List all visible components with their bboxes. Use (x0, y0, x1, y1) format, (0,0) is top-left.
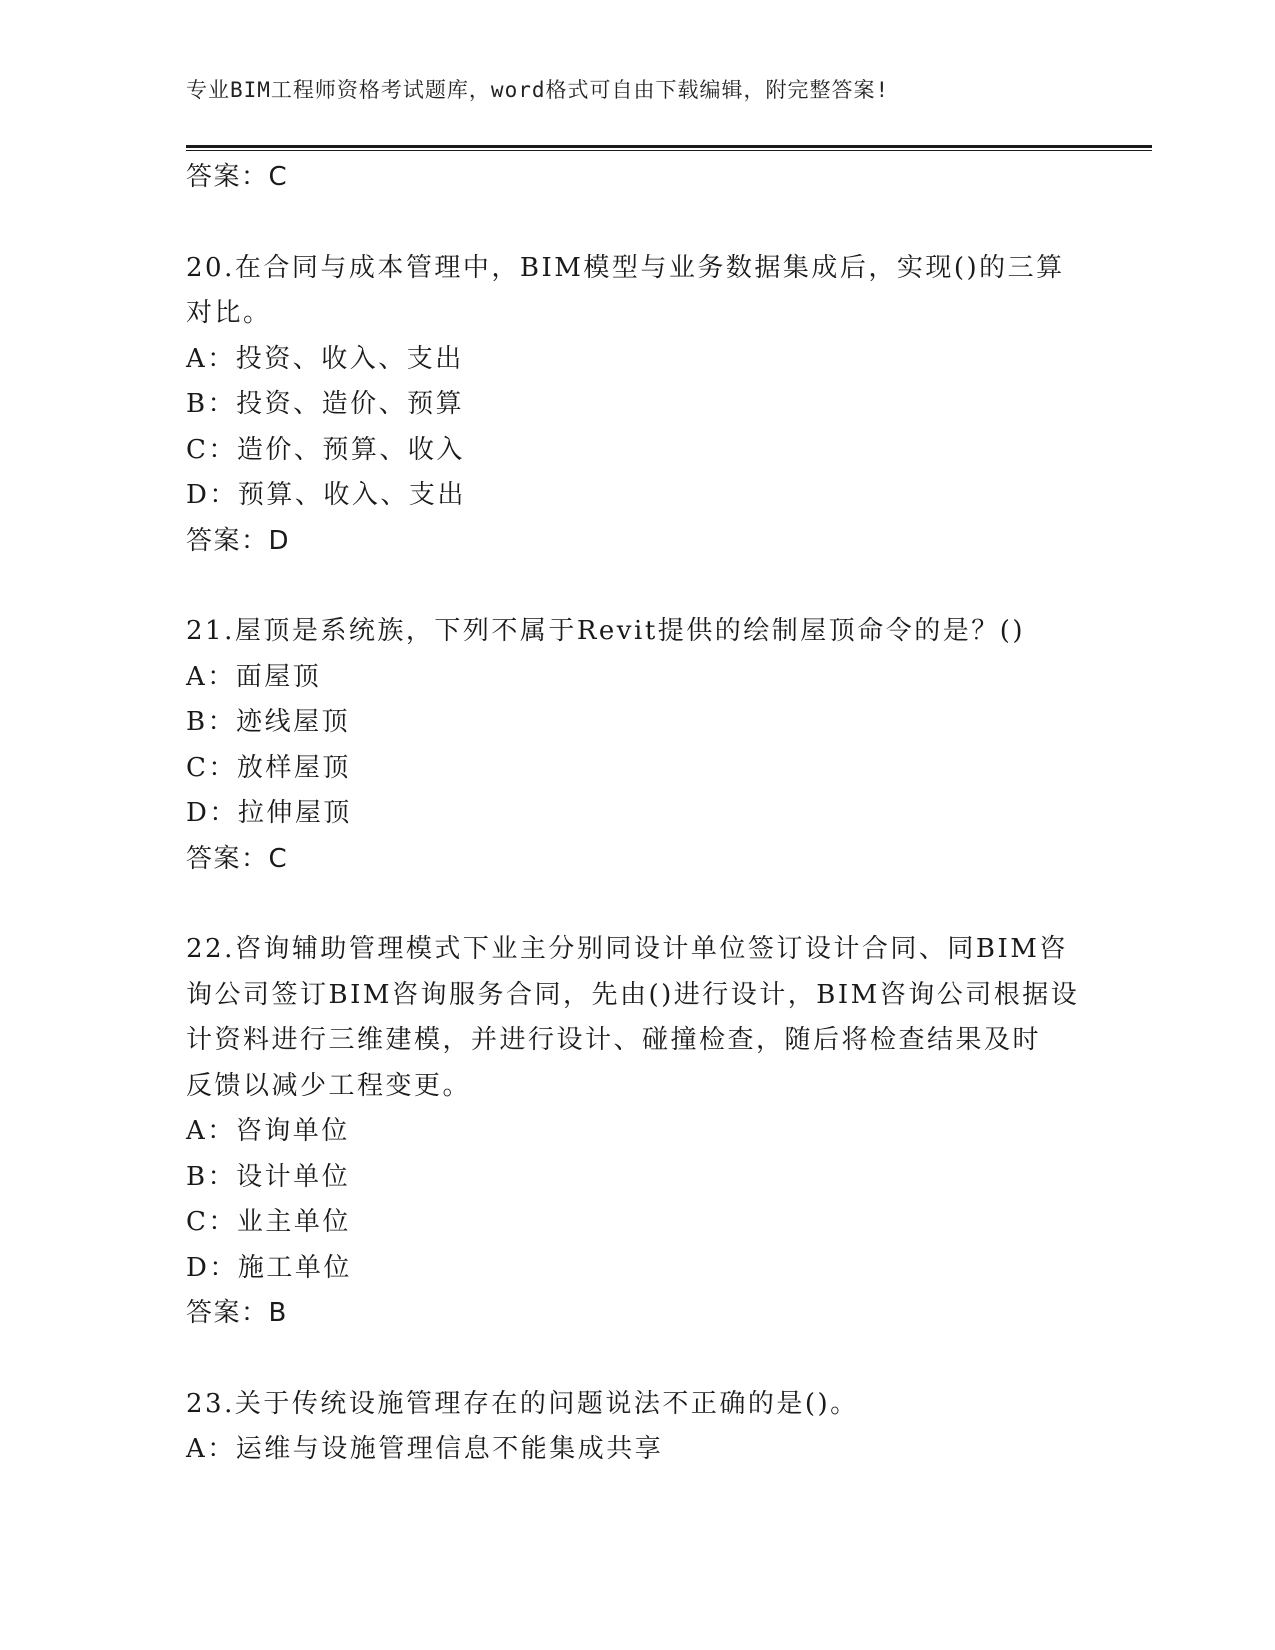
question-stem-line: 反馈以减少工程变更。 (186, 1070, 472, 1101)
question-22 (186, 927, 1086, 1337)
question-21 (186, 609, 1086, 882)
question-stem-line: 22.咨询辅助管理模式下业主分别同设计单位签订设计合同、同BIM咨 (186, 934, 1068, 964)
option-a: A：投资、收入、支出 (186, 343, 464, 374)
answer: 答案：B (186, 1298, 288, 1328)
question-20 (186, 246, 1086, 565)
question-stem-line: 对比。 (186, 298, 272, 328)
question-23 (186, 1382, 1086, 1473)
document-body (186, 155, 1086, 1473)
option-d: D：预算、收入、支出 (186, 480, 466, 510)
question-stem-line: 23.关于传统设施管理存在的问题说法不正确的是()。 (186, 1388, 859, 1419)
question-stem-line: 20.在合同与成本管理中，BIM模型与业务数据集成后，实现()的三算 (186, 252, 1065, 283)
option-b: B：投资、造价、预算 (186, 389, 465, 419)
question-stem-line: 询公司签订BIM咨询服务合同，先由()进行设计，BIM咨询公司根据设 (186, 979, 1080, 1010)
option-a: A：面屋顶 (186, 661, 322, 692)
question-stem-line: 计资料进行三维建模，并进行设计、碰撞检查，随后将检查结果及时 (186, 1025, 1042, 1055)
option-c: C：造价、预算、收入 (186, 434, 465, 465)
option-b: B：迹线屋顶 (186, 707, 351, 737)
answer: 答案：D (186, 525, 291, 556)
header-rule-thick (186, 145, 1152, 148)
page-header: 专业BIM工程师资格考试题库，word格式可自由下载编辑，附完整答案! (186, 78, 890, 102)
option-b: B：设计单位 (186, 1161, 351, 1192)
option-d: D：施工单位 (186, 1252, 352, 1283)
previous-answer: 答案：C (186, 162, 289, 192)
option-a: A：运维与设施管理信息不能集成共享 (186, 1434, 664, 1464)
header-rule-thin (186, 150, 1152, 151)
option-a: A：咨询单位 (186, 1116, 350, 1146)
answer: 答案：C (186, 843, 289, 874)
question-stem-line: 21.屋顶是系统族，下列不属于Revit提供的绘制屋顶命令的是？() (186, 616, 1026, 646)
option-d: D：拉伸屋顶 (186, 798, 352, 828)
option-c: C：放样屋顶 (186, 752, 351, 783)
option-c: C：业主单位 (186, 1207, 351, 1237)
